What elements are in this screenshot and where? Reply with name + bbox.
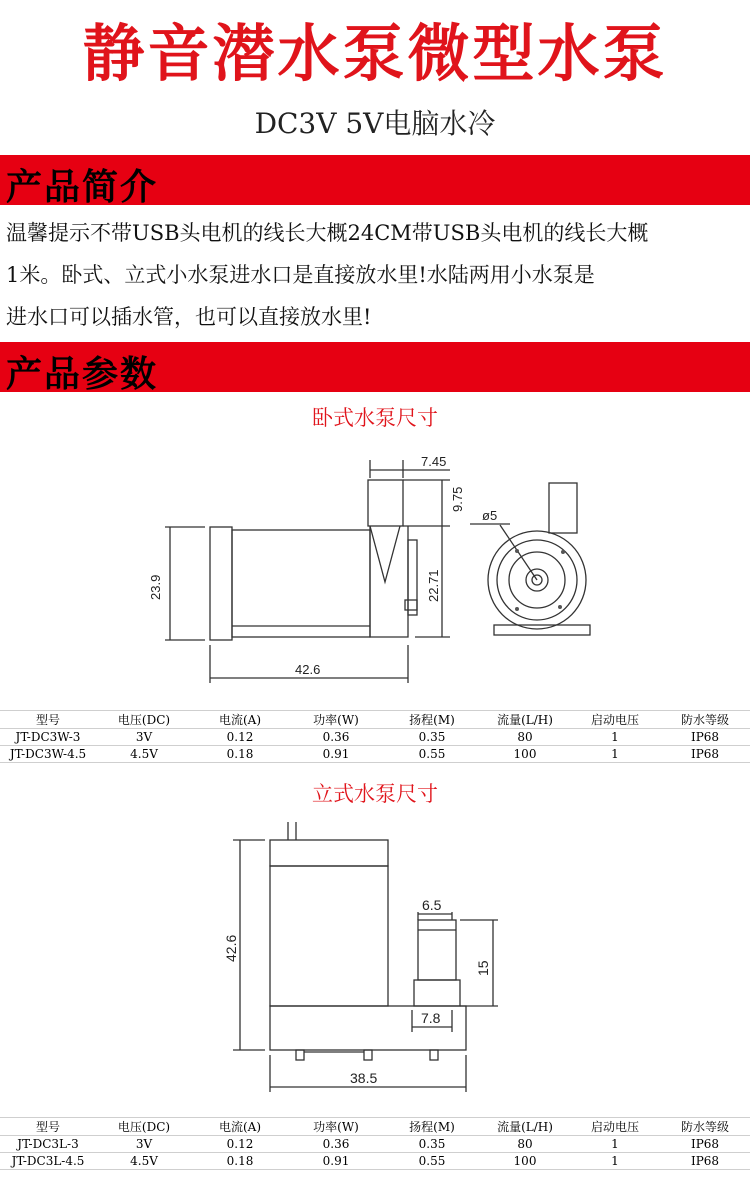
table-cell: 0.91 (288, 746, 384, 763)
page-subtitle: DC3V 5V电脑水冷 (254, 107, 496, 140)
horizontal-pump-drawing (0, 440, 750, 690)
table-cell: 1 (570, 729, 660, 746)
table-cell: IP68 (660, 1136, 750, 1153)
intro-line: 温馨提示不带USB头电机的线长大概24CM带USB头电机的线长大概 (6, 221, 649, 245)
dim-length: 42.6 (295, 662, 321, 677)
vertical-spec-table (0, 1117, 750, 1170)
intro-heading: 产品简介 (6, 167, 159, 208)
table-cell: IP68 (660, 729, 750, 746)
pump-body (232, 530, 370, 637)
dim-outlet-height: 15 (475, 960, 491, 976)
col-header-start-voltage: 启动电压 (570, 1118, 660, 1136)
col-header-head: 扬程(M) (384, 711, 480, 729)
dim-body-height: 23.9 (148, 574, 163, 600)
col-header-voltage: 电压(DC) (96, 1118, 192, 1136)
table-cell: JT-DC3W-4.5 (0, 746, 96, 763)
table-cell: 3V (96, 729, 192, 746)
pump-front-base (494, 625, 590, 635)
col-header-ip-rating: 防水等级 (660, 1118, 750, 1136)
col-header-start-voltage: 启动电压 (570, 711, 660, 729)
dim-inlet-diameter: ø5 (482, 508, 498, 523)
dim-right-height: 22.71 (426, 569, 441, 602)
table-cell: 100 (480, 746, 570, 763)
table-cell: 0.18 (192, 1153, 288, 1170)
col-header-voltage: 电压(DC) (96, 711, 192, 729)
intro-line: 进水口可以插水管，也可以直接放水里! (6, 305, 372, 329)
table-cell: IP68 (660, 746, 750, 763)
vertical-pump-title: 立式水泵尺寸 (312, 782, 438, 806)
vertical-pump-drawing (0, 815, 750, 1100)
table-cell: 0.12 (192, 1136, 288, 1153)
table-cell: 1 (570, 746, 660, 763)
dim-top-width: 7.45 (421, 454, 447, 469)
table-row (0, 746, 750, 763)
dim-height: 42.6 (223, 934, 239, 962)
table-cell: 0.35 (384, 729, 480, 746)
table-cell: 4.5V (96, 1153, 192, 1170)
intro-text (6, 212, 746, 338)
page-title: 静音潜水泵微型水泵 (82, 16, 668, 90)
table-cell: 0.36 (288, 1136, 384, 1153)
table-cell: 100 (480, 1153, 570, 1170)
table-cell: 0.36 (288, 729, 384, 746)
col-header-ip-rating: 防水等级 (660, 711, 750, 729)
col-header-current: 电流(A) (192, 711, 288, 729)
col-header-head: 扬程(M) (384, 1118, 480, 1136)
table-cell: JT-DC3L-3 (0, 1136, 96, 1153)
pump-endcap (210, 527, 232, 640)
table-row (0, 1136, 750, 1153)
table-cell: 0.18 (192, 746, 288, 763)
table-cell: 4.5V (96, 746, 192, 763)
params-heading: 产品参数 (6, 354, 159, 395)
table-cell: 0.55 (384, 746, 480, 763)
dim-outlet-height: 9.75 (450, 486, 465, 512)
pump-top-cap (270, 840, 388, 866)
col-header-model: 型号 (0, 711, 96, 729)
table-cell: 1 (570, 1136, 660, 1153)
params-section-bar (0, 342, 750, 395)
pump-outlet (368, 480, 403, 526)
pump-outlet (418, 920, 456, 980)
table-row (0, 1153, 750, 1170)
pump-motor-body (270, 866, 388, 1006)
col-header-current: 电流(A) (192, 1118, 288, 1136)
table-header-row (0, 1118, 750, 1136)
col-header-flow: 流量(L/H) (480, 1118, 570, 1136)
table-cell: 0.12 (192, 729, 288, 746)
table-cell: JT-DC3W-3 (0, 729, 96, 746)
table-row (0, 729, 750, 746)
table-cell: IP68 (660, 1153, 750, 1170)
table-cell: 80 (480, 1136, 570, 1153)
col-header-power: 功率(W) (288, 1118, 384, 1136)
col-header-flow: 流量(L/H) (480, 711, 570, 729)
pump-nozzle-tip (370, 526, 400, 582)
table-cell: 0.55 (384, 1153, 480, 1170)
table-cell: 3V (96, 1136, 192, 1153)
horizontal-pump-title: 卧式水泵尺寸 (312, 406, 438, 430)
pump-front-outlet (549, 483, 577, 533)
intro-section-bar (0, 155, 750, 208)
table-cell: 0.35 (384, 1136, 480, 1153)
dim-base-width: 38.5 (350, 1070, 378, 1086)
col-header-power: 功率(W) (288, 711, 384, 729)
table-cell: 0.91 (288, 1153, 384, 1170)
dim-inlet-width: 7.8 (421, 1010, 441, 1026)
table-header-row (0, 711, 750, 729)
table-cell: 80 (480, 729, 570, 746)
table-cell: 1 (570, 1153, 660, 1170)
dim-outlet-width: 6.5 (422, 897, 442, 913)
horizontal-spec-table (0, 710, 750, 763)
col-header-model: 型号 (0, 1118, 96, 1136)
intro-line: 1米。卧式、立式小水泵进水口是直接放水里!水陆两用小水泵是 (6, 263, 595, 287)
table-cell: JT-DC3L-4.5 (0, 1153, 96, 1170)
